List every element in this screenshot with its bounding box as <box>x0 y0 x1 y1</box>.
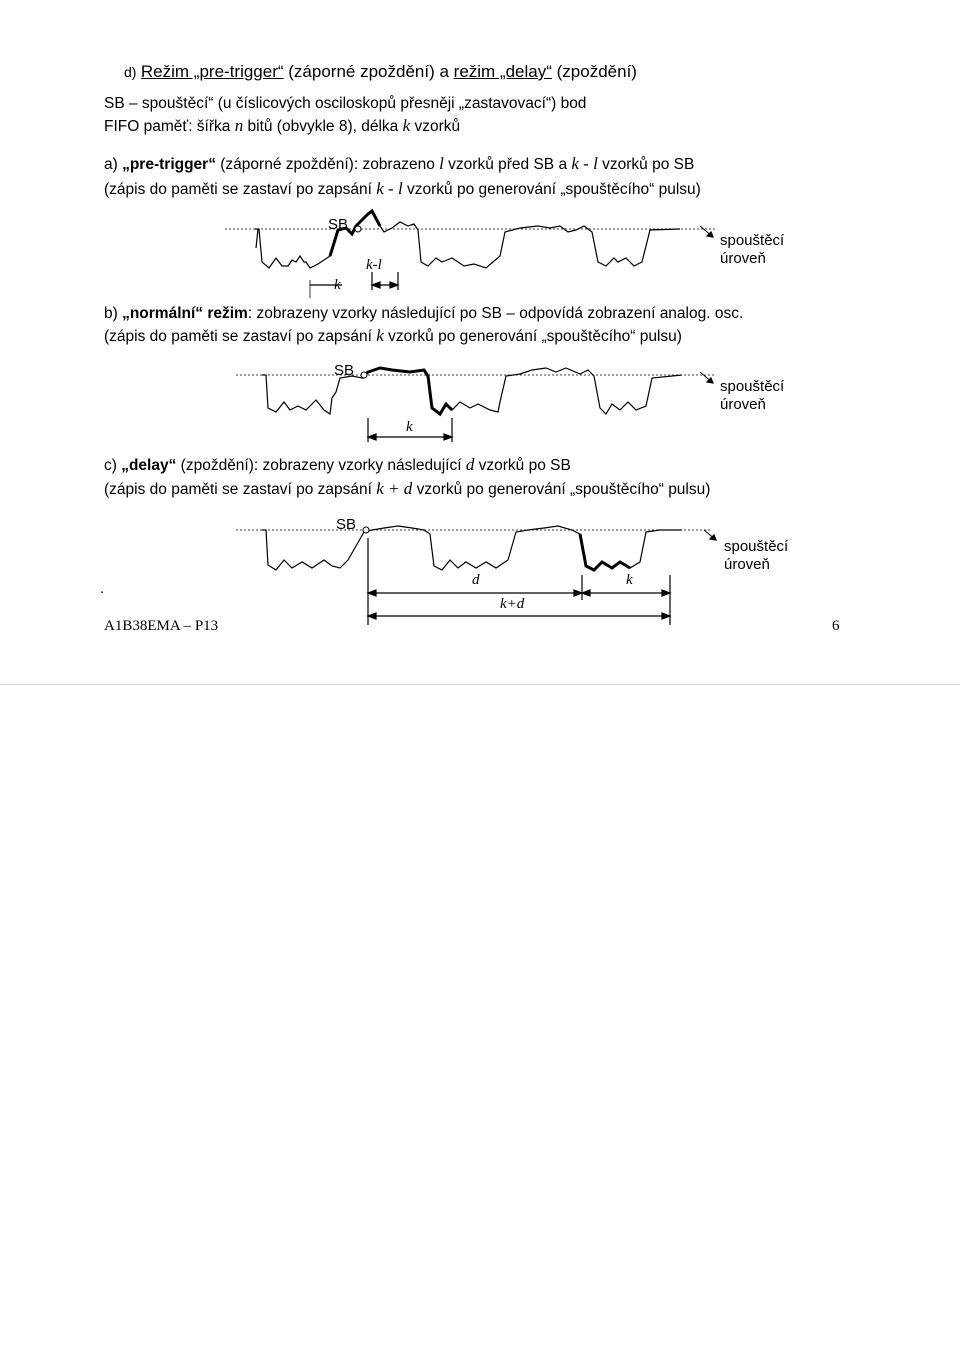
footer-course: A1B38EMA – P13 <box>104 618 219 634</box>
var-k-minus-l: k - l <box>376 179 403 198</box>
trigger-level-line1: spouštěcí <box>724 538 789 555</box>
trigger-level-line2: úroveň <box>720 250 766 267</box>
section-a-text-3: vzorků po SB <box>597 156 695 173</box>
sb-label-a: SB <box>328 216 349 233</box>
page-separator <box>0 684 960 685</box>
trigger-level-line1: spouštěcí <box>720 232 785 249</box>
section-b-note: (zápis do paměti se zastaví po zapsání <box>104 328 377 345</box>
fifo-text-3: vzorků <box>410 118 461 135</box>
var-k: k <box>376 326 384 345</box>
intro-sb-line: SB – spouštěcí“ (u číslicových osciloskopů přesněji „zastavovací“) bod <box>104 95 587 112</box>
section-a-marker: a) <box>104 156 123 173</box>
heading-marker: d) <box>124 64 137 80</box>
k-plus-d-label-c: k+d <box>500 596 525 612</box>
section-b-marker: b) <box>104 305 123 322</box>
section-b-note-2: vzorků po generování „spouštěcího“ pulsu) <box>383 328 682 345</box>
heading-text-end: (zpoždění) <box>551 62 637 81</box>
section-b-title: „normální“ režim <box>122 305 248 322</box>
stray-dot: . <box>100 580 105 597</box>
section-c-text-2: vzorků po SB <box>474 457 571 474</box>
footer-page-number: 6 <box>832 618 840 634</box>
k-label-a: k <box>334 277 341 293</box>
sb-label-b: SB <box>334 362 355 379</box>
heading-delay: režim „delay“ <box>453 62 552 81</box>
k-minus-l-label-a: k-l <box>366 257 382 273</box>
var-l: l <box>439 154 444 173</box>
section-a-note-2: vzorků po generování „spouštěcího“ pulsu) <box>402 181 701 198</box>
fifo-text-2: bitů (obvykle 8), délka <box>243 118 403 135</box>
var-d: d <box>465 455 475 474</box>
section-a-text-2: vzorků před SB a <box>443 156 572 173</box>
sb-label-c: SB <box>336 516 357 533</box>
var-k-plus-d: k + d <box>376 479 413 498</box>
delay-diagram <box>0 0 960 640</box>
trigger-point-icon <box>363 527 369 533</box>
var-k: k <box>402 116 411 135</box>
var-n: n <box>234 116 244 135</box>
section-c-title: „delay“ <box>121 457 177 474</box>
heading-pretrigger: Režim „pre-trigger“ <box>140 62 284 81</box>
section-a-note: (zápis do paměti se zastaví po zapsání <box>104 181 377 198</box>
k-label-b: k <box>406 419 413 435</box>
k-label-c: k <box>626 572 633 588</box>
fifo-text: FIFO paměť: šířka <box>104 118 235 135</box>
heading-text: (záporné zpoždění) a <box>283 62 454 81</box>
trigger-level-line1: spouštěcí <box>720 378 785 395</box>
section-c-note: (zápis do paměti se zastaví po zapsání <box>104 481 377 498</box>
trigger-level-line2: úroveň <box>724 556 770 573</box>
d-label-c: d <box>472 572 480 588</box>
section-c-note-2: vzorků po generování „spouštěcího“ pulsu) <box>412 481 711 498</box>
var-k-minus-l: k - l <box>571 154 598 173</box>
section-c-marker: c) <box>104 457 122 474</box>
section-b-text: : zobrazeny vzorky následující po SB – odpovídá zobrazení analog. osc. <box>247 305 744 322</box>
trigger-level-line2: úroveň <box>720 396 766 413</box>
section-c-text: (zpoždění): zobrazeny vzorky následující <box>176 457 466 474</box>
trigger-level-label-c <box>724 538 788 574</box>
section-a-title: „pre-trigger“ <box>122 156 216 173</box>
section-a-text: (záporné zpoždění): zobrazeno <box>215 156 440 173</box>
